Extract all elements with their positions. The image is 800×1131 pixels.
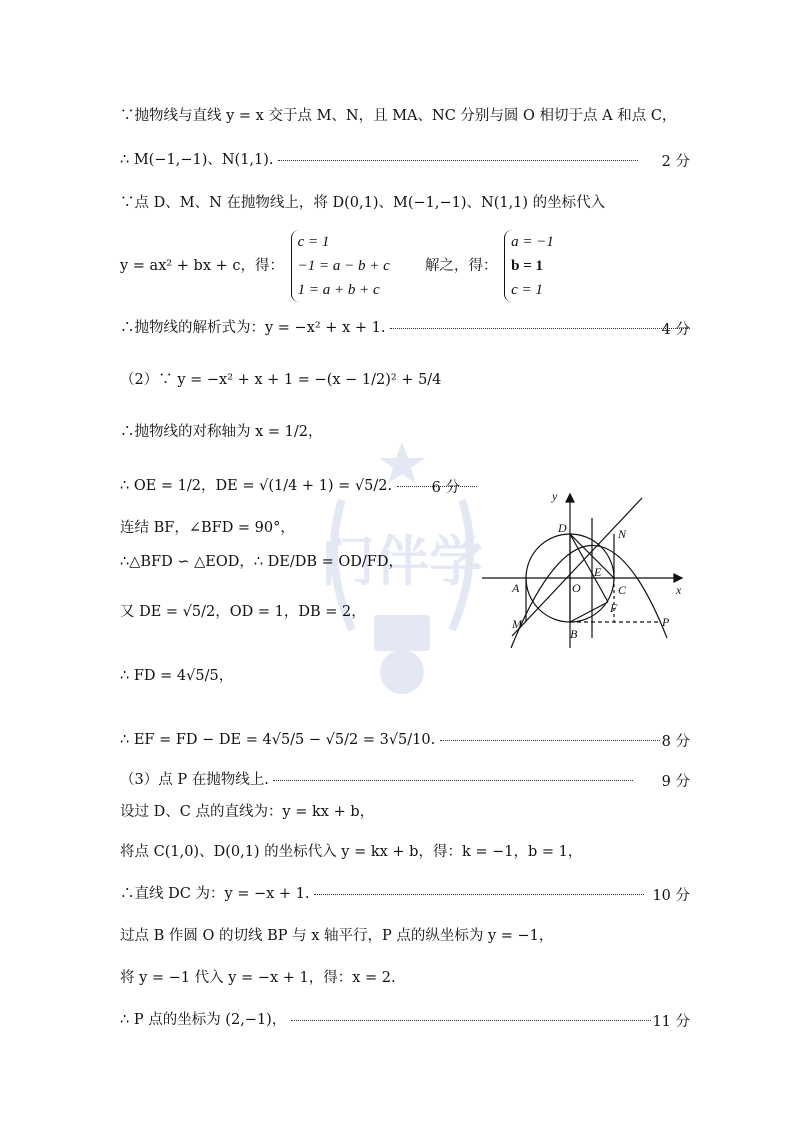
line-solve-x [120, 968, 396, 988]
label-y: y [552, 489, 558, 503]
x-axis-arrow [674, 574, 682, 582]
line-parabola-result [120, 318, 690, 338]
text-line: 过点 B 作圆 O 的切线 BP 与 x 轴平行，P 点的纵坐标为 y = −1， [120, 928, 554, 944]
line-tangent-bp [120, 926, 553, 946]
dot-leader [291, 1020, 651, 1021]
equation-system-2 [504, 230, 554, 302]
line-connect-bf [120, 518, 295, 538]
label-e: E [594, 565, 602, 579]
label-b: B [570, 627, 578, 641]
equation-row: 1 = a + b + c [297, 282, 380, 298]
label-f: F [610, 601, 618, 615]
text-line: ∴ M(−1,−1)、N(1,1). [120, 152, 274, 168]
score-mark: 6 分 [431, 480, 460, 496]
text-line: ∴△BFD ∽ △EOD，∴ DE/DB = OD/FD， [120, 554, 403, 570]
score-mark: 4 分 [661, 322, 690, 338]
text-line: ∴ FD = 4√5/5， [120, 668, 234, 684]
text-line: 又 DE = √5/2，OD = 1，DB = 2， [120, 604, 366, 620]
text-line: 解之，得： [425, 258, 498, 274]
line-dc-substitute [120, 842, 582, 862]
label-c: C [618, 583, 627, 597]
label-n: N [618, 527, 627, 541]
text-line: 连结 BF，∠BFD = 90°， [120, 520, 295, 536]
dot-leader [390, 328, 690, 329]
label-m: M [512, 617, 522, 631]
dot-leader [440, 740, 660, 741]
text-line: （2）∵ y = −x² + x + 1 = −(x − 1/2)² + 5/4 [120, 372, 442, 388]
line-dc-result [120, 884, 644, 904]
label-o: O [572, 581, 581, 595]
label-p: P [662, 615, 670, 629]
equation-row: −1 = a − b + c [297, 258, 390, 274]
line-part2-vertex [120, 370, 441, 390]
line-tangent-intro [120, 106, 676, 126]
line-fd [120, 666, 233, 686]
y-axis-arrow [566, 494, 574, 502]
equation-row: c = 1 [297, 234, 330, 250]
text-line: ∴抛物线的对称轴为 x = 1/2， [120, 424, 323, 440]
segment-bf [570, 602, 608, 622]
line-dc-setup [120, 802, 374, 822]
watermark-text: 门伴学 [321, 530, 483, 593]
line-y-equals-x [512, 498, 642, 636]
score-mark: 2 分 [661, 154, 690, 170]
text-line: ∴ P 点的坐标为 (2,−1)， [120, 1012, 287, 1028]
parabola [511, 545, 667, 648]
line-mn-coords [120, 150, 638, 170]
equation-row: a = −1 [511, 234, 554, 250]
line-system [120, 230, 554, 302]
equation-row: c = 1 [511, 282, 543, 298]
geometry-figure [482, 488, 692, 648]
text-line: ∵点 D、M、N 在抛物线上，将 D(0,1)、M(−1,−1)、N(1,1) 的坐标代入 [120, 195, 606, 211]
score-mark: 9 分 [661, 774, 690, 790]
line-axis-symmetry [120, 422, 323, 442]
text-line: 将点 C(1,0)、D(0,1) 的坐标代入 y = kx + b，得：k = −1，b = 1， [120, 844, 583, 860]
line-p-coords [120, 1010, 651, 1030]
text-line: （3）点 P 在抛物线上. [120, 772, 269, 788]
score-mark: 11 分 [652, 1014, 690, 1030]
text-line: ∴直线 DC 为：y = −x + 1. [120, 886, 310, 902]
text-line: ∵抛物线与直线 y = x 交于点 M、N，且 MA、NC 分别与圆 O 相切于点 A 和点 C， [120, 108, 677, 124]
text-line: ∴ EF = FD − DE = 4√5/5 − √5/2 = 3√5/10. [120, 732, 436, 748]
text-line: ∴ OE = 1/2，DE = √(1/4 + 1) = √5/2. [120, 478, 393, 494]
line-similar-triangles [120, 552, 403, 572]
line-part3 [120, 770, 633, 790]
equation-row: b = 1 [511, 258, 543, 274]
line-ef [120, 730, 660, 750]
text-line: y = ax² + bx + c，得： [120, 258, 285, 274]
line-given-values [120, 602, 366, 622]
label-d: D [558, 521, 567, 535]
label-a: A [512, 581, 520, 595]
text-line: 将 y = −1 代入 y = −x + 1，得：x = 2. [120, 970, 396, 986]
text-line: 设过 D、C 点的直线为：y = kx + b， [120, 804, 375, 820]
line-substitute [120, 193, 605, 213]
dot-leader [278, 160, 638, 161]
dot-leader [273, 780, 633, 781]
label-x: x [676, 583, 682, 597]
text-line: ∴抛物线的解析式为：y = −x² + x + 1. [120, 320, 386, 336]
dot-leader [314, 894, 644, 895]
score-mark: 8 分 [661, 734, 690, 750]
line-oe-de [120, 476, 477, 496]
score-mark: 10 分 [652, 888, 690, 904]
equation-system-1 [291, 230, 390, 302]
